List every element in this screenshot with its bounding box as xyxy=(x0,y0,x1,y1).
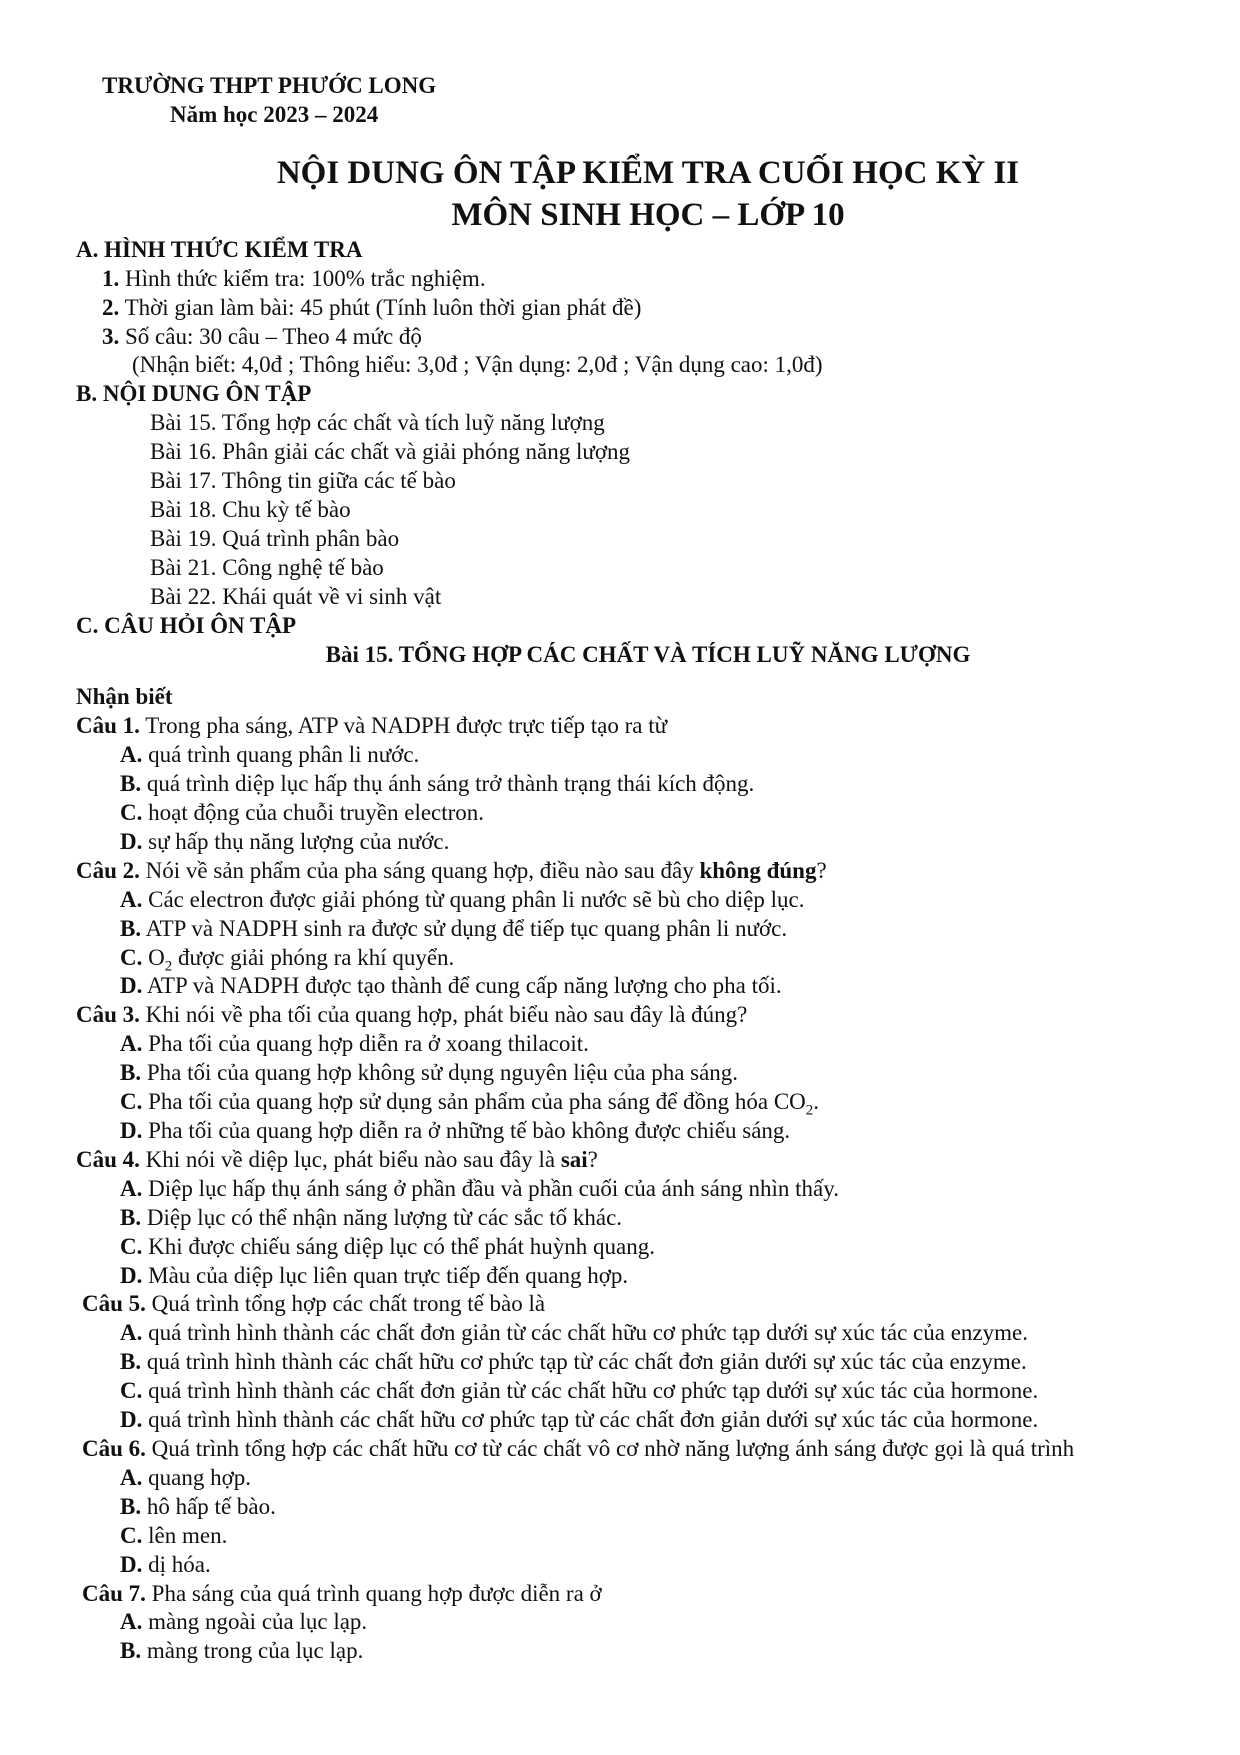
option-text: Pha tối của quang hợp diễn ra ở những tế bào không được chiếu sáng. xyxy=(142,1118,791,1143)
option-d xyxy=(120,1117,1180,1146)
question-text: Quá trình tổng hợp các chất trong tế bào là xyxy=(145,1291,546,1317)
document-subtitle: MÔN SINH HỌC – LỚP 10 xyxy=(451,196,845,233)
option-letter: D. xyxy=(120,1262,143,1288)
option-b xyxy=(120,1348,1180,1377)
option-text: hô hấp tế bào. xyxy=(141,1493,276,1519)
option-letter: D. xyxy=(120,1118,143,1143)
question-text: Khi nói về diệp lục, phát biểu nào sau đây là xyxy=(139,1146,561,1172)
question-number: Câu 5. xyxy=(82,1291,146,1317)
question-text: Nói về sản phẩm của pha sáng quang hợp, điều nào sau đây xyxy=(139,857,700,883)
option-letter: C. xyxy=(120,1089,143,1115)
lesson-list-item: Bài 17. Thông tin giữa các tế bào xyxy=(150,468,456,494)
option-text: Pha tối của quang hợp sử dụng sản phẩm của pha sáng để đồng hóa CO xyxy=(142,1089,806,1115)
option-letter: B. xyxy=(120,1349,142,1375)
option-text-end: . xyxy=(813,1089,820,1115)
option-text: quá trình hình thành các chất hữu cơ phức tạp từ các chất đơn giản dưới sự xúc tác của hormone. xyxy=(142,1407,1039,1433)
option-b xyxy=(120,1493,1180,1522)
subscript: 2 xyxy=(164,958,173,975)
option-text: màng ngoài của lục lạp. xyxy=(142,1609,368,1635)
question-4 xyxy=(76,1146,1180,1175)
lesson-list-item: Bài 18. Chu kỳ tế bào xyxy=(150,496,351,522)
question-number: Câu 2. xyxy=(76,857,140,883)
question-number: Câu 1. xyxy=(76,713,140,739)
option-letter: B. xyxy=(120,771,142,797)
option-text: Pha tối của quang hợp không sử dụng nguyên liệu của pha sáng. xyxy=(141,1060,739,1086)
option-letter: A. xyxy=(120,886,143,912)
option-letter: B. xyxy=(120,1060,142,1086)
option-text: Pha tối của quang hợp diễn ra ở xoang thilacoit. xyxy=(142,1031,589,1057)
option-d xyxy=(120,1406,1180,1435)
option-text: sự hấp thụ năng lượng của nước. xyxy=(142,828,450,854)
exam-format-item xyxy=(102,265,1180,294)
option-a xyxy=(120,1464,1180,1493)
option-text: Diệp lục hấp thụ ánh sáng ở phần đầu và phần cuối của ánh sáng nhìn thấy. xyxy=(142,1175,840,1201)
item-text: Thời gian làm bài: 45 phút (Tính luôn thời gian phát đề) xyxy=(119,294,642,320)
option-d xyxy=(120,828,1180,857)
exam-format-item xyxy=(102,294,1180,323)
question-number: Câu 3. xyxy=(76,1002,140,1028)
option-letter: B. xyxy=(120,915,142,941)
question-2 xyxy=(76,857,1180,886)
question-emphasis: không đúng xyxy=(699,857,817,883)
option-text: màng trong của lục lạp. xyxy=(141,1638,364,1664)
option-text: quang hợp. xyxy=(142,1464,251,1490)
option-letter: D. xyxy=(120,828,143,854)
question-number: Câu 6. xyxy=(82,1435,146,1461)
option-c xyxy=(120,1233,1180,1262)
option-b xyxy=(120,1204,1180,1233)
document-title: NỘI DUNG ÔN TẬP KIỂM TRA CUỐI HỌC KỲ II xyxy=(276,154,1020,191)
option-b xyxy=(120,770,1180,799)
school-name: TRƯỜNG THPT PHƯỚC LONG xyxy=(102,73,437,98)
option-text: Các electron được giải phóng từ quang phân li nước sẽ bù cho diệp lục. xyxy=(142,886,805,912)
option-b xyxy=(120,1059,1180,1088)
section-b-heading: B. NỘI DUNG ÔN TẬP xyxy=(76,381,312,407)
lesson-heading: Bài 15. TỔNG HỢP CÁC CHẤT VÀ TÍCH LUỸ NĂNG LƯỢNG xyxy=(325,641,971,667)
question-emphasis: sai xyxy=(560,1146,588,1172)
lesson-list-item: Bài 21. Công nghệ tế bào xyxy=(150,554,384,580)
option-text: quá trình quang phân li nước. xyxy=(142,742,420,768)
option-b xyxy=(120,915,1180,944)
option-letter: C. xyxy=(120,1378,143,1404)
option-d xyxy=(120,972,1180,1001)
item-number: 2. xyxy=(102,294,120,320)
option-a xyxy=(120,741,1180,770)
item-number: 1. xyxy=(102,265,120,291)
option-letter: A. xyxy=(120,1175,143,1201)
question-7 xyxy=(82,1580,1180,1609)
lesson-list-item: Bài 22. Khái quát về vi sinh vật xyxy=(150,583,442,609)
option-b xyxy=(120,1637,1180,1666)
option-d xyxy=(120,1551,1180,1580)
question-number: Câu 4. xyxy=(76,1146,140,1172)
option-text: quá trình hình thành các chất đơn giản từ các chất hữu cơ phức tạp dưới sự xúc tác của enzyme. xyxy=(142,1320,1028,1346)
subscript: 2 xyxy=(805,1102,814,1119)
option-c xyxy=(120,799,1180,828)
option-c xyxy=(120,1088,1180,1117)
score-breakdown-note: (Nhận biết: 4,0đ ; Thông hiểu: 3,0đ ; Vận dụng: 2,0đ ; Vận dụng cao: 1,0đ) xyxy=(132,352,823,378)
item-number: 3. xyxy=(102,323,120,349)
option-letter: A. xyxy=(120,1609,143,1635)
option-text: O xyxy=(142,944,165,970)
option-c xyxy=(120,1522,1180,1551)
option-letter: C. xyxy=(120,1522,143,1548)
option-text: quá trình diệp lục hấp thụ ánh sáng trở thành trạng thái kích động. xyxy=(141,771,755,797)
lesson-list-item: Bài 16. Phân giải các chất và giải phóng năng lượng xyxy=(150,439,631,465)
question-number: Câu 7. xyxy=(82,1580,146,1606)
exam-format-item xyxy=(102,323,1180,352)
item-text: Số câu: 30 câu – Theo 4 mức độ xyxy=(119,323,422,349)
option-a xyxy=(120,1030,1180,1059)
question-3 xyxy=(76,1001,1180,1030)
option-letter: B. xyxy=(120,1493,142,1519)
question-6 xyxy=(82,1435,1180,1464)
option-a xyxy=(120,1319,1180,1348)
option-letter: D. xyxy=(120,1407,143,1433)
option-text-end: được giải phóng ra khí quyển. xyxy=(172,944,455,970)
option-text: quá trình hình thành các chất hữu cơ phức tạp từ các chất đơn giản dưới sự xúc tác của enzyme. xyxy=(141,1349,1027,1375)
lesson-list-item: Bài 19. Quá trình phân bào xyxy=(150,525,400,551)
option-letter: A. xyxy=(120,1031,143,1057)
difficulty-level-heading: Nhận biết xyxy=(76,684,173,710)
option-c xyxy=(120,1377,1180,1406)
option-text: lên men. xyxy=(142,1522,228,1548)
option-letter: A. xyxy=(120,742,143,768)
option-text: dị hóa. xyxy=(142,1551,211,1577)
option-text: Màu của diệp lục liên quan trực tiếp đến quang hợp. xyxy=(142,1262,629,1288)
option-text: Khi được chiếu sáng diệp lục có thể phát huỳnh quang. xyxy=(142,1233,655,1259)
option-text: quá trình hình thành các chất đơn giản từ các chất hữu cơ phức tạp dưới sự xúc tác của hormone. xyxy=(142,1378,1039,1404)
option-letter: A. xyxy=(120,1320,143,1346)
question-end: ? xyxy=(816,857,827,883)
question-text: Trong pha sáng, ATP và NADPH được trực tiếp tạo ra từ xyxy=(139,713,668,739)
option-text: hoạt động của chuỗi truyền electron. xyxy=(142,800,485,826)
option-letter: C. xyxy=(120,944,143,970)
question-end: ? xyxy=(587,1146,598,1172)
option-letter: D. xyxy=(120,973,143,999)
option-letter: C. xyxy=(120,800,143,826)
option-text: ATP và NADPH sinh ra được sử dụng để tiếp tục quang phân li nước. xyxy=(141,915,788,941)
section-a-heading: A. HÌNH THỨC KIỂM TRA xyxy=(76,236,363,262)
option-letter: C. xyxy=(120,1233,143,1259)
option-a xyxy=(120,1608,1180,1637)
lesson-list-item: Bài 15. Tổng hợp các chất và tích luỹ năng lượng xyxy=(150,410,605,436)
option-text: ATP và NADPH được tạo thành để cung cấp năng lượng cho pha tối. xyxy=(142,973,782,999)
item-text: Hình thức kiểm tra: 100% trắc nghiệm. xyxy=(119,265,486,291)
option-text: Diệp lục có thể nhận năng lượng từ các sắc tố khác. xyxy=(141,1204,623,1230)
option-letter: B. xyxy=(120,1204,142,1230)
option-c xyxy=(120,944,1180,973)
option-d xyxy=(120,1262,1180,1291)
option-letter: D. xyxy=(120,1551,143,1577)
option-a xyxy=(120,1175,1180,1204)
question-text: Khi nói về pha tối của quang hợp, phát biểu nào sau đây là đúng? xyxy=(139,1002,748,1028)
school-year: Năm học 2023 – 2024 xyxy=(170,101,379,127)
question-5 xyxy=(82,1290,1180,1319)
section-c-heading: C. CÂU HỎI ÔN TẬP xyxy=(76,612,297,638)
question-text: Pha sáng của quá trình quang hợp được diễn ra ở xyxy=(145,1580,602,1606)
option-a xyxy=(120,886,1180,915)
question-1 xyxy=(76,712,1180,741)
option-letter: B. xyxy=(120,1638,142,1664)
option-letter: A. xyxy=(120,1464,143,1490)
question-text: Quá trình tổng hợp các chất hữu cơ từ các chất vô cơ nhờ năng lượng ánh sáng được gọi là quá trình xyxy=(145,1435,1075,1461)
